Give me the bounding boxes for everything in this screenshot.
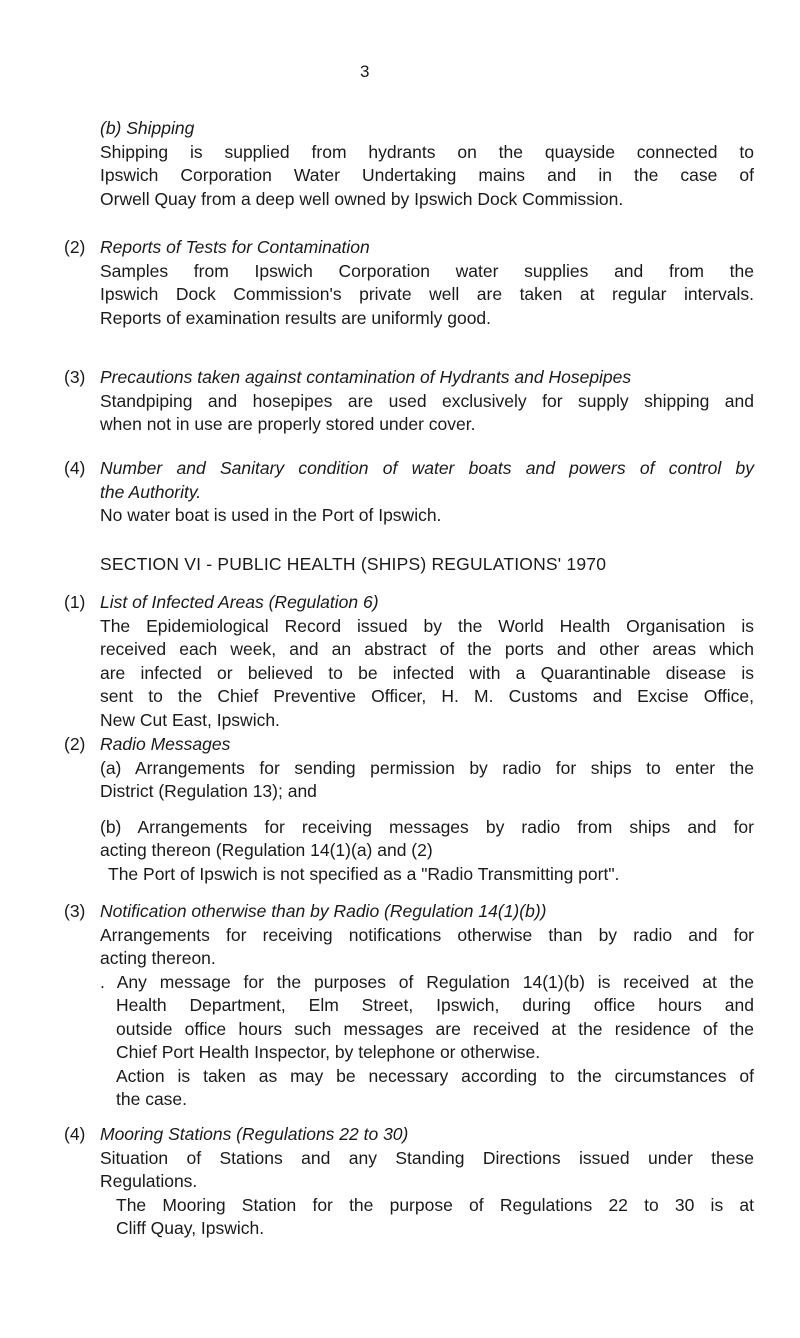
notification-detail-line: outside office hours such messages are received at the residence of the: [116, 1018, 754, 1039]
precautions-block: [64, 366, 754, 437]
item-number: (2): [64, 237, 86, 257]
notification-block: [64, 900, 754, 1112]
page-number: 3: [360, 62, 370, 81]
notification-detail-line: the case.: [116, 1089, 188, 1109]
radio-b-line: acting thereon (Regulation 14(1)(a) and (2): [100, 840, 433, 860]
section-title: SECTION VI - PUBLIC HEALTH (SHIPS) REGULATIONS' 1970: [100, 554, 607, 574]
notification-line: Arrangements for receiving notifications otherwise than by radio and for: [100, 924, 754, 945]
reports-line: Samples from Ipswich Corporation water supplies and from the: [100, 260, 754, 281]
notification-detail-line: Action is taken as may be necessary according to the circumstances of: [116, 1065, 754, 1086]
mooring-stations-line: Regulations.: [100, 1171, 198, 1191]
waterboats-heading: Number and Sanitary condition of water boats and powers of control by: [100, 458, 754, 478]
radio-messages-heading: Radio Messages: [100, 734, 231, 754]
infected-areas-line: sent to the Chief Preventive Officer, H. M. Customs and Excise Office,: [100, 686, 754, 706]
mooring-stations-detail-line: Cliff Quay, Ipswich.: [116, 1218, 265, 1238]
item-number: (4): [64, 1124, 86, 1144]
radio-a-line: (a) Arrangements for sending permission by radio for ships to enter the: [100, 757, 754, 778]
infected-areas-line: The Epidemiological Record issued by the World Health Organisation is: [100, 615, 754, 636]
item-number: (4): [64, 458, 86, 478]
mooring-stations-line: Situation of Stations and any Standing Directions issued under these: [100, 1147, 754, 1168]
radio-note: The Port of Ipswich is not specified as a "Radio Transmitting port".: [108, 863, 620, 884]
notification-detail-line: Health Department, Elm Street, Ipswich, during office hours and: [116, 995, 754, 1015]
infected-areas-line: are infected or believed to be infected with a Quarantinable disease is: [100, 662, 754, 683]
shipping-line: Shipping is supplied from hydrants on the quayside connected to: [100, 141, 754, 162]
item-number: (1): [64, 592, 86, 612]
infected-areas-line: New Cut East, Ipswich.: [100, 709, 280, 730]
radio-messages-block: [64, 733, 754, 886]
infected-areas-heading: List of Infected Areas (Regulation 6): [100, 592, 379, 612]
notification-detail-line: Chief Port Health Inspector, by telephone or otherwise.: [116, 1042, 541, 1062]
item-number: (3): [64, 901, 86, 921]
notification-detail-line: . Any message for the purposes of Regulation 14(1)(b) is received at the: [100, 971, 754, 992]
shipping-line: Orwell Quay from a deep well owned by Ipswich Dock Commission.: [100, 188, 624, 209]
precautions-heading: Precautions taken against contamination of Hydrants and Hosepipes: [100, 367, 632, 387]
waterboats-line: No water boat is used in the Port of Ipswich.: [100, 505, 442, 525]
item-number: (2): [64, 734, 86, 754]
infected-areas-line: received each week, and an abstract of the ports and other areas which: [100, 639, 754, 659]
reports-heading: Reports of Tests for Contamination: [100, 237, 370, 257]
mooring-stations-heading: Mooring Stations (Regulations 22 to 30): [100, 1124, 409, 1144]
reports-line: Reports of examination results are uniformly good.: [100, 307, 492, 328]
precautions-line: Standpiping and hosepipes are used exclusively for supply shipping and: [100, 390, 754, 411]
infected-areas-block: [64, 591, 754, 732]
waterboats-block: [64, 457, 754, 528]
mooring-stations-detail-line: The Mooring Station for the purpose of Regulations 22 to 30 is at: [116, 1194, 754, 1215]
reports-block: [64, 236, 754, 330]
item-number: (3): [64, 367, 86, 387]
precautions-line: when not in use are properly stored under cover.: [100, 414, 476, 434]
notification-heading: Notification otherwise than by Radio (Regulation 14(1)(b)): [100, 901, 547, 921]
shipping-line: Ipswich Corporation Water Undertaking mains and in the case of: [100, 165, 754, 185]
radio-a-line: District (Regulation 13); and: [100, 781, 317, 801]
waterboats-heading: the Authority.: [100, 481, 202, 502]
mooring-stations-block: [64, 1123, 754, 1241]
shipping-heading: (b) Shipping: [100, 118, 195, 138]
shipping-block: [64, 117, 754, 211]
reports-line: Ipswich Dock Commission's private well are taken at regular intervals.: [100, 284, 754, 304]
radio-b-line: (b) Arrangements for receiving messages by radio from ships and for: [100, 816, 754, 837]
notification-line: acting thereon.: [100, 948, 216, 968]
